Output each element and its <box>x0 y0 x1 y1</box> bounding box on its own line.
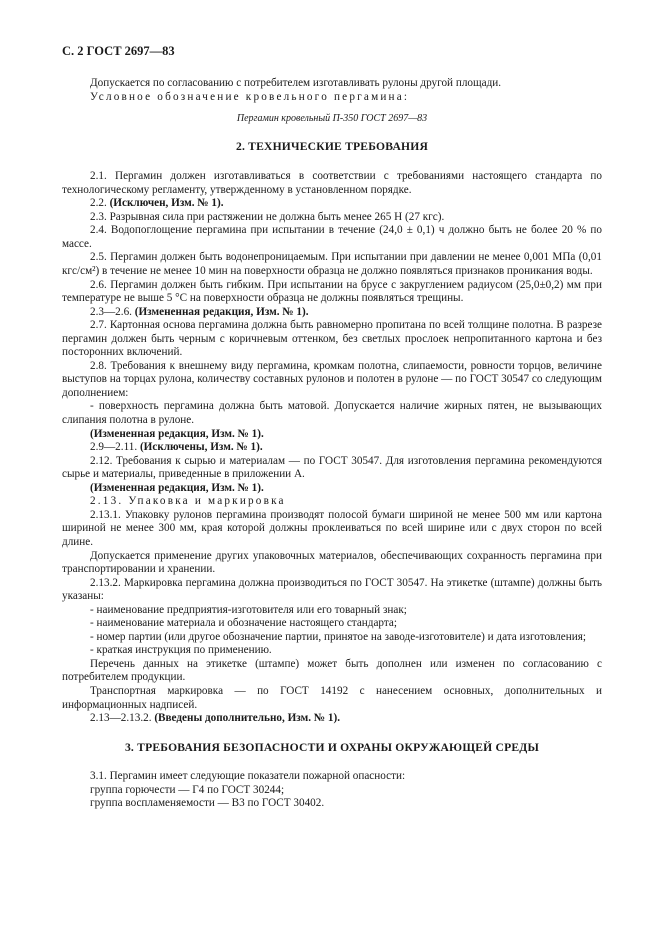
designation-example: Пергамин кровельный П-350 ГОСТ 2697—83 <box>236 113 428 125</box>
list-item: - краткая инструкция по применению. <box>90 644 272 657</box>
list-item: - номер партии (или другое обозначение партии, принятое на заводе-изготовителе) и дата изготовления; <box>90 630 586 643</box>
clause-2-12: 2.12. Требования к сырью и материалам — по ГОСТ 30547. Для изготовления пергамина рекомендуются сырье и материалы, приведенные в приложении А. <box>62 454 602 481</box>
clause-2-13-2: 2.13.2. Маркировка пергамина должна производиться по ГОСТ 30547. На этикетке (штампе) должны быть указаны: <box>62 576 602 603</box>
clause-2-6: 2.6. Пергамин должен быть гибким. При испытании на брусе с закруглением радиусом (25,0±0,2) мм при температуре не выше 5 °С на поверхности образца не должны появляться трещины. <box>62 278 602 305</box>
list-item: - наименование материала и обозначение настоящего стандарта; <box>90 617 397 630</box>
list-item: - наименование предприятия-изготовителя или его товарный знак; <box>90 603 407 616</box>
clause-2-13: 2.13. Упаковка и маркировка <box>90 495 286 508</box>
clause-2-7: 2.7. Картонная основа пергамина должна быть равномерно пропитана по всей толщине полотна. В разрезе пергамин должен быть черным с коричневым оттенком, без светлых прослоек непропитанного картона и без посторонних включений. <box>62 319 602 359</box>
ignitability-group: группа воспламеняемости — В3 по ГОСТ 30402. <box>90 797 325 810</box>
clause-2-13-number: 2.13—2.13.2. <box>90 712 152 725</box>
clause-2-3-2-6 <box>62 306 602 320</box>
section-3-title: 3. ТРЕБОВАНИЯ БЕЗОПАСНОСТИ И ОХРАНЫ ОКРУЖАЮЩЕЙ СРЕДЫ <box>124 740 540 754</box>
page-header: С. 2 ГОСТ 2697—83 <box>62 44 175 58</box>
transport-marking-text: Транспортная маркировка — по ГОСТ 14192 с нанесением основных, дополнительных и информационных надписей. <box>62 684 602 711</box>
clause-2-13-1-b: Допускается применение других упаковочных материалов, обеспечивающих сохранность пергамина при транспортировании и хранении. <box>62 549 602 576</box>
clause-2-5: 2.5. Пергамин должен быть водонепроницаемым. При испытании при давлении не менее 0,001 МПа (0,01 кгс/см²) в течение не менее 10 мин на поверхности образца не должно появляться признаков проникания воды. <box>62 251 602 278</box>
label-extension-text: Перечень данных на этикетке (штампе) может быть дополнен или изменен по согласованию с потребителем продукции. <box>62 657 602 684</box>
clause-2-13-2-13-2 <box>62 712 602 726</box>
clause-2-8-item: - поверхность пергамина должна быть матовой. Допускается наличие жирных пятен, не вызывающих слипания полотна в рулоне. <box>62 400 602 427</box>
clause-2-2-note: (Исключен, Изм. № 1). <box>109 197 224 210</box>
intro-line-2: Условное обозначение кровельного пергамина: <box>90 90 410 103</box>
clause-2-3: 2.3. Разрывная сила при растяжении не должна быть менее 265 Н (27 кгс). <box>90 210 445 223</box>
clause-2-9-2-11-number: 2.9—2.11. <box>90 441 138 454</box>
clause-2-9-2-11-note: (Исключены, Изм. № 1). <box>139 441 263 454</box>
section-2-title: 2. ТЕХНИЧЕСКИЕ ТРЕБОВАНИЯ <box>235 139 429 153</box>
document-body <box>62 77 602 811</box>
clause-2-1: 2.1. Пергамин должен изготавливаться в соответствии с требованиями настоящего стандарта по технологическому регламенту, утвержденному в установленном порядке. <box>62 170 602 196</box>
clause-2-3-2-6-note: (Измененная редакция, Изм. № 1). <box>134 305 309 318</box>
clause-3-1: 3.1. Пергамин имеет следующие показатели пожарной опасности: <box>90 770 406 783</box>
clause-2-2-number: 2.2. <box>90 197 107 210</box>
note-changed-1 <box>62 428 602 442</box>
clause-2-8: 2.8. Требования к внешнему виду пергамина, кромкам полотна, слипаемости, ровности торцов, величине выступов на торцах рулона, количеству составных рулонов и полотен в рулоне — по ГОСТ 30547 со следующим дополнением: <box>62 359 602 399</box>
clause-2-3-2-6-number: 2.3—2.6. <box>90 305 132 318</box>
clause-2-13-note: (Введены дополнительно, Изм. № 1). <box>154 712 340 725</box>
intro-line-1: Допускается по согласованию с потребителем изготавливать рулоны другой площади. <box>90 77 502 89</box>
note-changed-2 <box>62 482 602 496</box>
flammability-group: группа горючести — Г4 по ГОСТ 30244; <box>90 783 285 796</box>
note-changed-2-text: (Измененная редакция, Изм. № 1). <box>90 481 264 494</box>
note-changed-1-text: (Измененная редакция, Изм. № 1). <box>90 427 264 440</box>
clause-2-9-2-11 <box>62 441 602 455</box>
clause-2-4: 2.4. Водопоглощение пергамина при испытании в течение (24,0 ± 0,1) ч должно быть не более 20 % по массе. <box>62 224 602 250</box>
clause-2-2 <box>62 197 602 211</box>
clause-2-13-1: 2.13.1. Упаковку рулонов пергамина производят полосой бумаги шириной не менее 500 мм или картона шириной не менее 300 мм, края которой должны проклеиваться по всей ширине или с двух сторон по всей длине. <box>62 508 602 548</box>
